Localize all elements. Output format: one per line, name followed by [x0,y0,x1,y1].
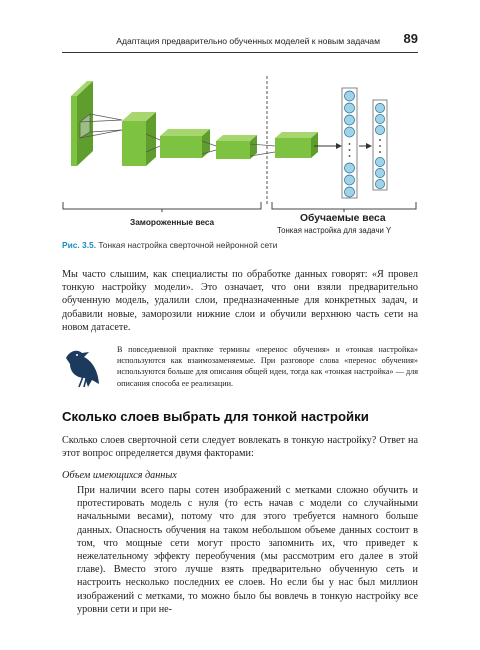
kernel-overlay [80,114,122,138]
frozen-bracket [63,202,261,209]
running-header [62,30,418,53]
paragraph-fine-tuning-definition: Мы часто слышим, как специалисты по обработке данных говорят: «Я провел тонкую настройку модели». Это означает, что они взяли предварительно обученную модель, удалили слои, предназначенные для конкретных задач, и добавили новые, заморозили нижние слои и обучили верхнюю часть сети на новом датасете. [62,269,418,333]
cnn-diagram [62,76,418,236]
frozen-weights-label: Замороженные веса [130,217,215,227]
dense-layer-2 [216,135,275,159]
trainable-weights-label: Обучаемые веса [300,213,386,224]
paragraph-how-many-layers: Сколько слоев сверточной сети следует вовлекать в тонкую настройку? Ответ на этот вопрос определяется двумя факторами: [62,435,418,460]
dense-layer-1 [160,129,216,158]
note-text: В повседневной практике термины «перенос обучения» и «тонкая настройка» используются как взаимозаменяемые. При разговоре слова «перенос обучения» используются больше для описания общей идеи, тогда как «тонкая настройка» — для описания способа ее реализации. [117,345,418,388]
trainable-dense-layer [275,132,342,158]
neuron-column-1 [342,88,372,198]
figure-caption [62,240,277,250]
trainable-bracket [272,202,416,209]
neuron-column-2 [373,100,387,190]
caption-text: Тонкая настройка сверточной нейронной сети [96,240,278,250]
caption-number: Рис. 3.5. [62,240,97,250]
page-number: 89 [403,31,418,46]
cnn-fine-tuning-figure [62,76,418,236]
section-heading: Сколько слоев выбрать для тонкой настройки [62,409,369,424]
trainable-weights-sublabel: Тонкая настройка для задачи Y [277,226,392,235]
raven-icon [62,344,102,388]
conv-layer-2 [122,112,160,166]
paragraph-data-volume: При наличии всего пары сотен изображений с метками сложно обучить и протестировать модель с нуля (то есть начав с модели со случайными начальными весами), потому что для этого требуется намного больше данных. Опасность обучения на таком небольшом объеме данных состоит в том, что мощные сети могут просто запомнить их, что приведет к нежелательному эффекту переобучения (мы рассмотрим его далее в этой главе). Вместо этого лучше взять предварительно обученную сеть и настроить несколько последних ее слоев. Но если бы у нас был миллион изображений с метками, то можно было бы вовлечь в тонкую настройку все уровни сети и при не- [77,485,418,615]
subheading-data-volume: Объем имеющихся данных [62,470,177,481]
running-title: Адаптация предварительно обученных моделей к новым задачам [116,36,380,46]
